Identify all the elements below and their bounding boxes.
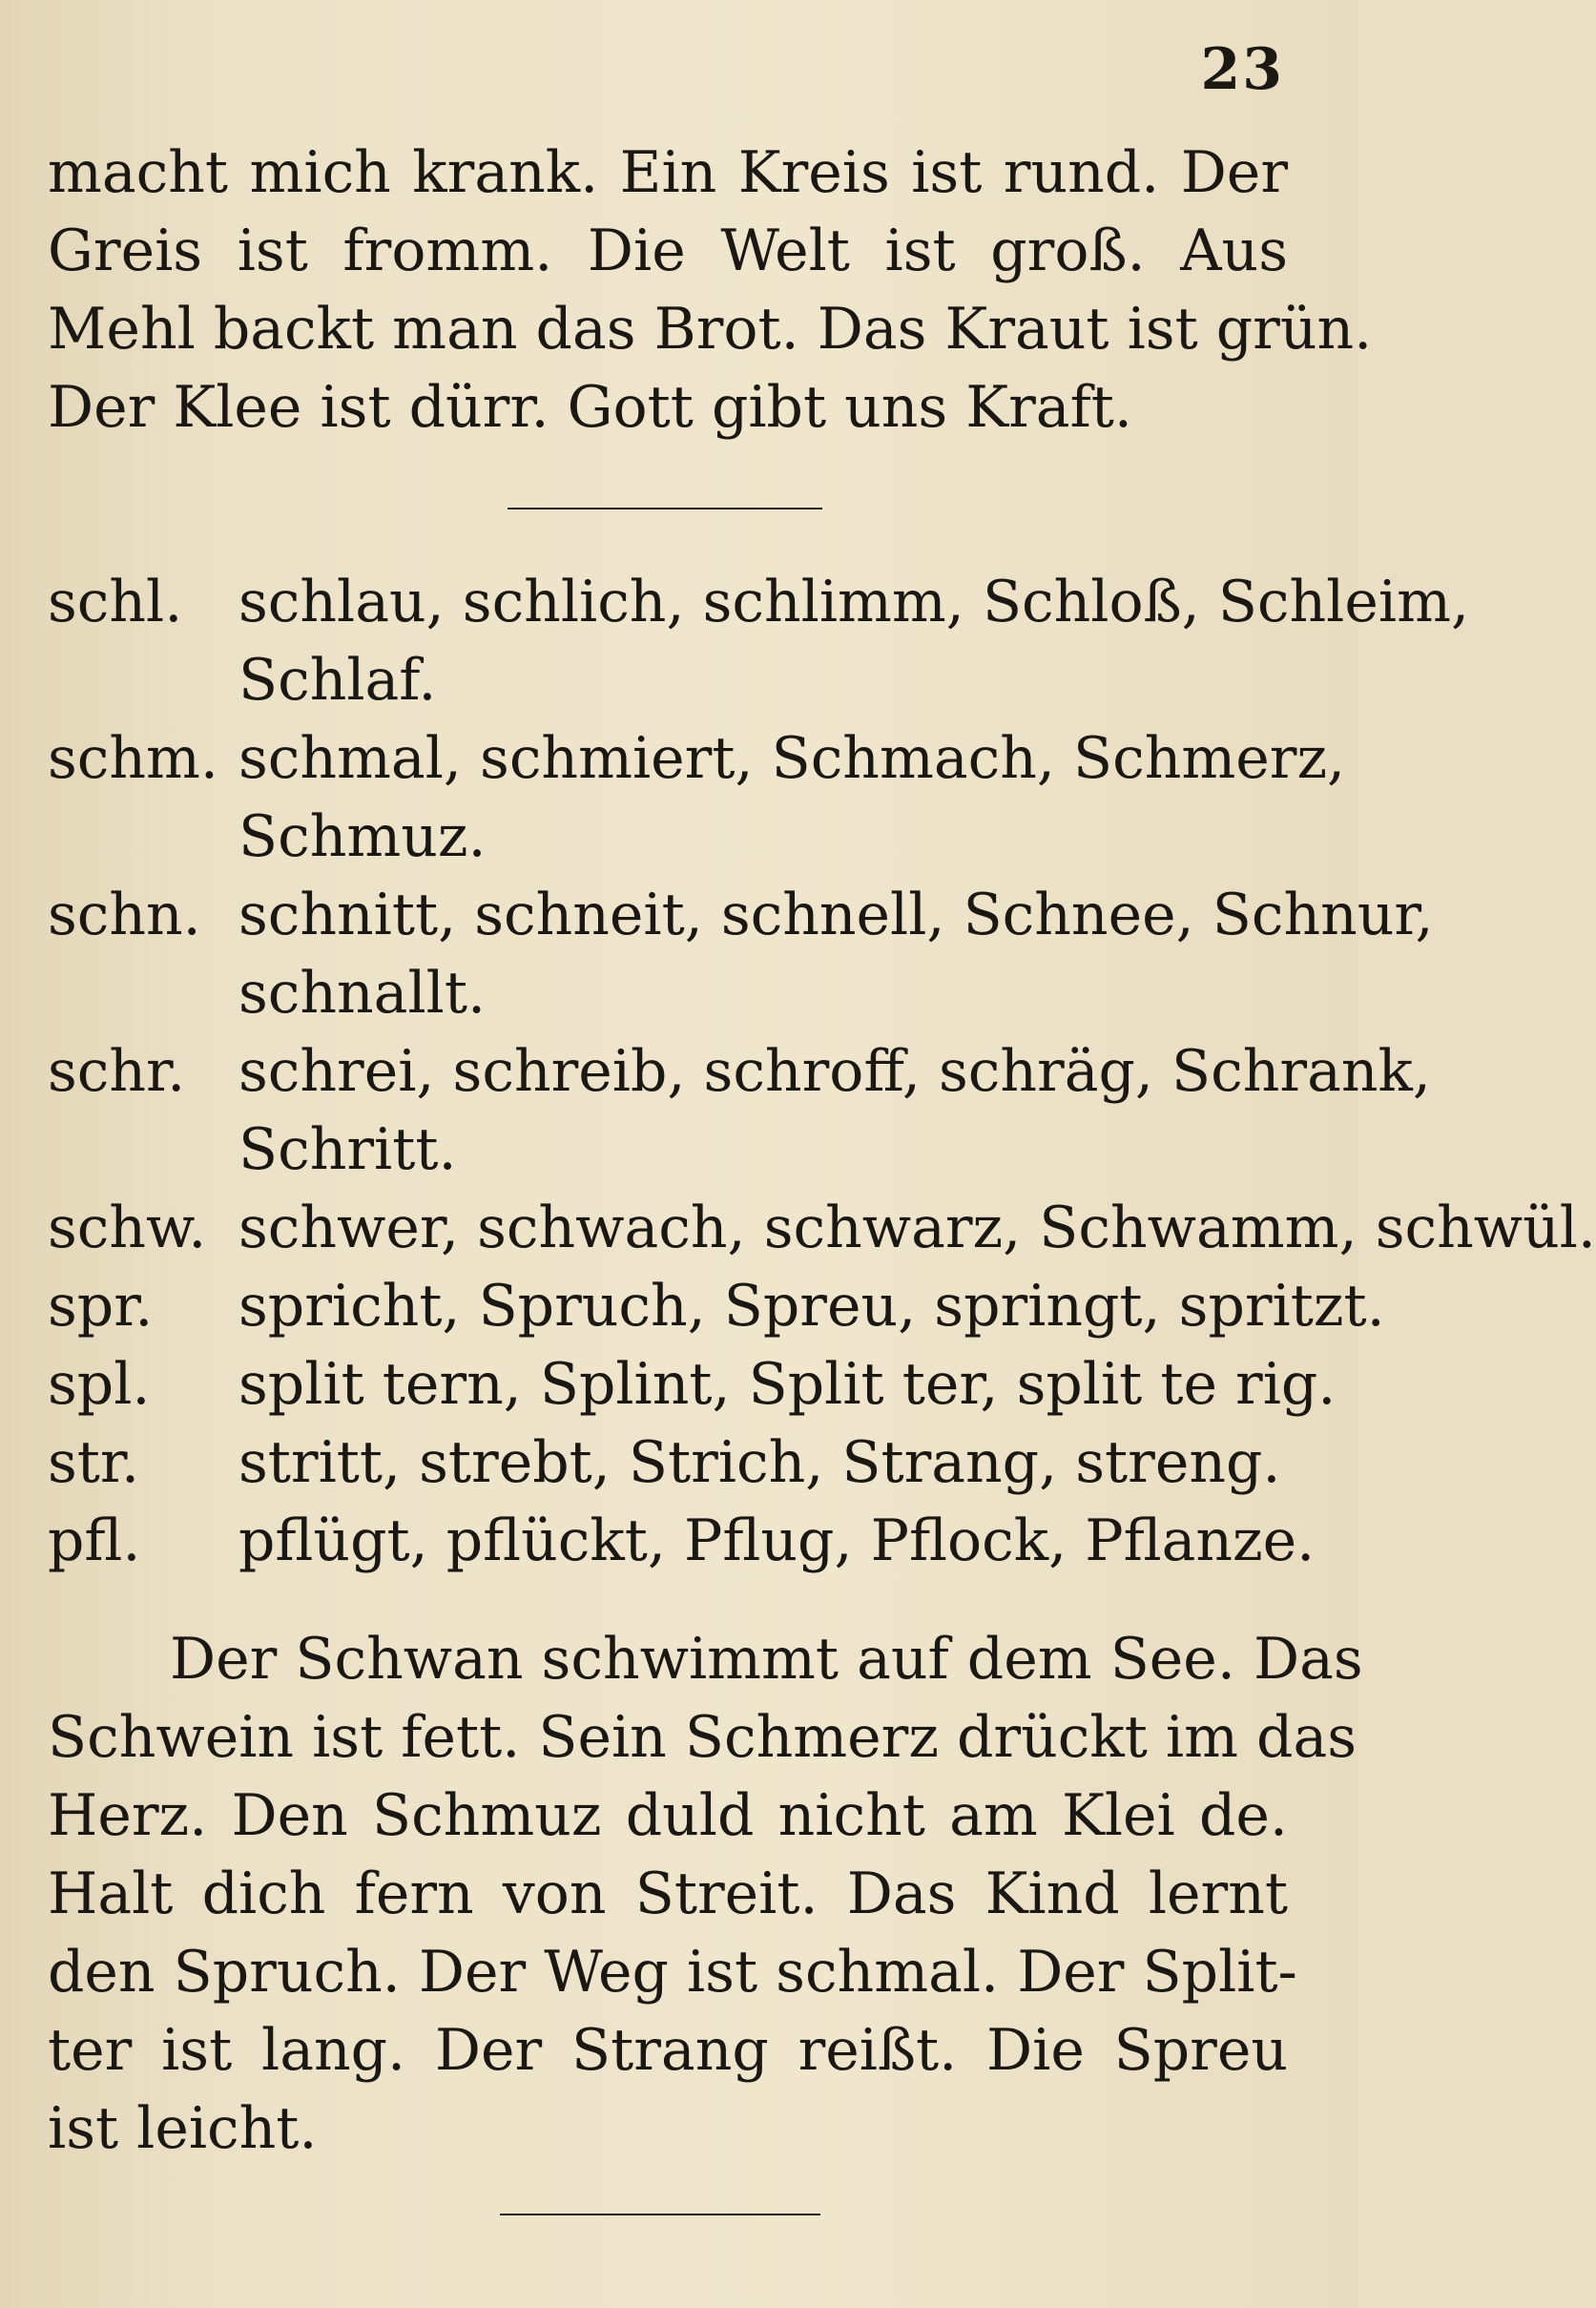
word-list [238, 1267, 1385, 1345]
word-list [238, 1345, 1337, 1424]
text-line: schlau, schlich, schlimm, Schloß, Schleim, [238, 569, 1470, 635]
word-list [238, 876, 1434, 1032]
cluster-label: schn. [48, 882, 201, 948]
text-line: schnitt, schneit, schnell, Schnee, Schnur, [238, 882, 1434, 948]
list-item [48, 1502, 1316, 1580]
list-item [48, 1032, 1431, 1189]
cluster-label: spl. [48, 1351, 151, 1418]
text-line: Schmuz. [238, 803, 487, 870]
cluster-label: schl. [48, 569, 183, 635]
text-line: Herz. Den Schmuz duld nicht am Klei de. [48, 1782, 1288, 1849]
end-divider [500, 2214, 820, 2215]
bottom-paragraph [48, 1620, 1363, 2168]
list-item [48, 719, 1346, 876]
list-item [48, 1189, 1596, 1267]
text-line: split tern, Splint, Split ter, split te rig. [238, 1351, 1337, 1418]
word-list [238, 1189, 1596, 1267]
word-list [238, 1502, 1316, 1580]
cluster-label: spr. [48, 1273, 154, 1340]
text-line: Schritt. [238, 1116, 457, 1183]
list-item [48, 563, 1470, 719]
consonant-cluster-list [48, 563, 1596, 1580]
cluster-label: schm. [48, 725, 219, 792]
list-item [48, 876, 1434, 1032]
text-line: stritt, strebt, Strich, Strang, streng. [238, 1429, 1281, 1496]
text-line: Der Klee ist dürr. Gott gibt uns Kraft. [48, 374, 1132, 441]
list-item [48, 1345, 1337, 1424]
text-line: schmal, schmiert, Schmach, Schmerz, [238, 725, 1346, 792]
text-line: Schlaf. [238, 647, 437, 714]
list-item [48, 1424, 1288, 1502]
text-line: Halt dich fern von Streit. Das Kind lernt [48, 1861, 1288, 1927]
word-list [238, 1032, 1431, 1189]
text-line: ist leicht. [48, 2095, 318, 2162]
cluster-label: schr. [48, 1038, 186, 1105]
top-paragraph [48, 134, 1373, 447]
text-line: ter ist lang. Der Strang reißt. Die Spreu [48, 2017, 1288, 2084]
text-line: Greis ist fromm. Die Welt ist groß. Aus [48, 218, 1288, 284]
section-divider [508, 508, 822, 509]
text-line: Mehl backt man das Brot. Das Kraut ist grün. [48, 296, 1373, 363]
text-line: den Spruch. Der Weg ist schmal. Der Split- [48, 1939, 1297, 2006]
cluster-label: str. [48, 1429, 140, 1496]
text-line: schrei, schreib, schroff, schräg, Schrank, [238, 1038, 1431, 1105]
text-line: pflügt, pflückt, Pflug, Pflock, Pflanze. [238, 1507, 1316, 1574]
text-line: Der Schwan schwimmt auf dem See. Das [170, 1626, 1363, 1693]
list-item [48, 1267, 1385, 1345]
word-list [238, 719, 1346, 876]
text-line: spricht, Spruch, Spreu, springt, spritzt. [238, 1273, 1385, 1340]
word-list [238, 563, 1470, 719]
text-line: schnallt. [238, 960, 487, 1027]
cluster-label: schw. [48, 1195, 207, 1261]
word-list [238, 1424, 1288, 1502]
cluster-label: pfl. [48, 1507, 141, 1574]
page-number: 23 [1200, 36, 1284, 103]
text-line: Schwein ist fett. Sein Schmerz drückt im das [48, 1704, 1358, 1771]
text-line: macht mich krank. Ein Kreis ist rund. Der [48, 139, 1288, 206]
text-line: schwer, schwach, schwarz, Schwamm, schwül. [238, 1195, 1596, 1261]
